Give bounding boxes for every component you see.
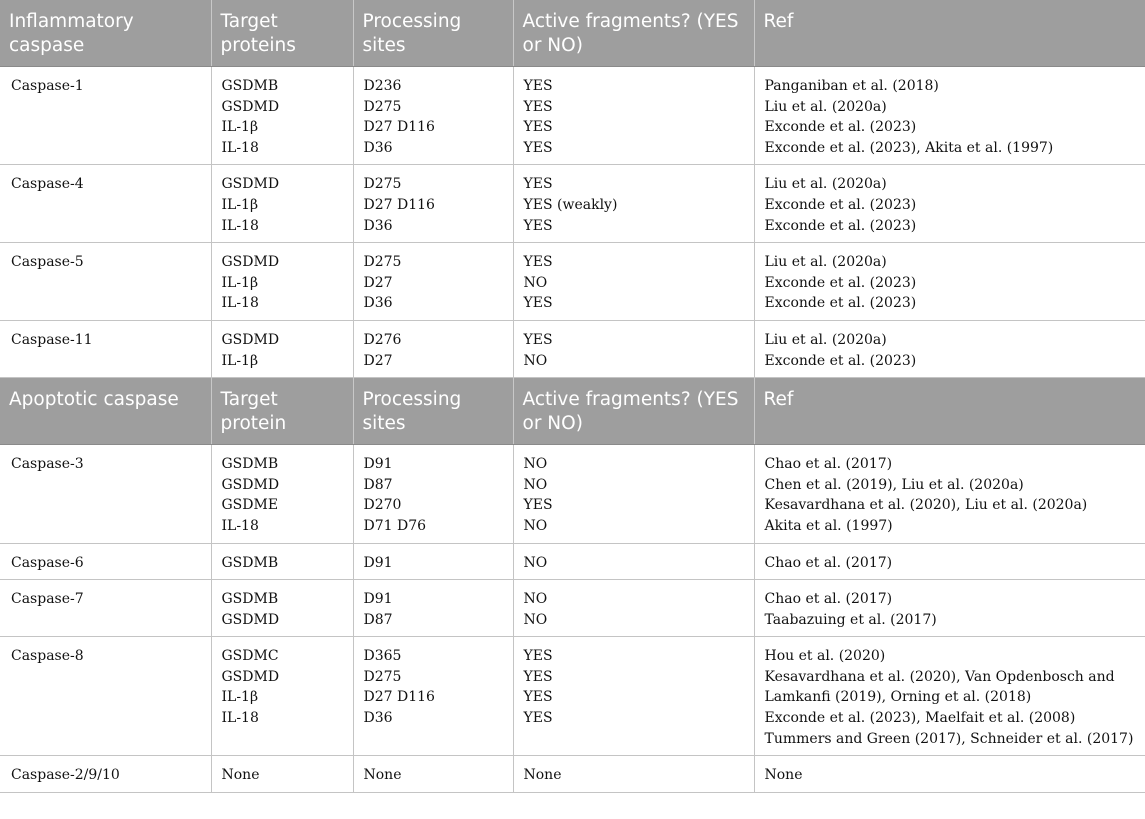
active-line: YES <box>523 668 553 685</box>
sites-line: D91 <box>363 591 393 608</box>
active-cell <box>513 543 754 580</box>
section-header-row <box>0 378 1145 445</box>
sites-cell <box>353 67 513 165</box>
active-header: Active fragments? (YES or NO) <box>513 0 754 67</box>
active-line: YES <box>523 648 553 665</box>
active-line: NO <box>523 352 548 369</box>
ref-cell <box>754 67 1145 165</box>
active-line: NO <box>523 476 548 493</box>
caspase-name: Caspase-11 <box>0 320 211 377</box>
sites-line: D276 <box>363 331 402 348</box>
target-header: Target protein <box>211 378 353 445</box>
targets-cell <box>211 320 353 377</box>
active-line: YES <box>523 119 553 136</box>
ref-line: Taabazuing et al. (2017) <box>764 611 937 628</box>
active-line: NO <box>523 456 548 473</box>
ref-line: Chen et al. (2019), Liu et al. (2020a) <box>764 476 1024 493</box>
targets-line: IL-1β <box>221 352 259 369</box>
ref-line: None <box>764 767 803 784</box>
active-cell <box>513 165 754 243</box>
table-row <box>0 165 1145 243</box>
table-row <box>0 67 1145 165</box>
ref-line: Kesavardhana et al. (2020), Van Opdenbosch and Lamkanfi (2019), Orning et al. (2018) <box>764 668 1115 706</box>
targets-line: GSDMD <box>221 611 280 628</box>
ref-cell <box>754 580 1145 637</box>
targets-cell <box>211 756 353 793</box>
ref-line: Akita et al. (1997) <box>764 517 893 534</box>
active-cell <box>513 756 754 793</box>
caspase-name: Caspase-7 <box>0 580 211 637</box>
target-header: Target proteins <box>211 0 353 67</box>
sites-line: D275 <box>363 98 402 115</box>
sites-line: D27 D116 <box>363 119 435 136</box>
targets-line: IL-1β <box>221 196 259 213</box>
active-line: YES <box>523 176 553 193</box>
table-row <box>0 243 1145 321</box>
table-row <box>0 637 1145 756</box>
ref-cell <box>754 445 1145 543</box>
active-line: YES <box>523 254 553 271</box>
targets-line: GSDMB <box>221 554 279 571</box>
targets-line: IL-18 <box>221 217 259 234</box>
sites-cell <box>353 165 513 243</box>
caspase-name: Caspase-1 <box>0 67 211 165</box>
targets-cell <box>211 543 353 580</box>
ref-line: Exconde et al. (2023) <box>764 119 917 136</box>
ref-line: Hou et al. (2020) <box>764 648 886 665</box>
active-header: Active fragments? (YES or NO) <box>513 378 754 445</box>
sites-line: D27 D116 <box>363 196 435 213</box>
targets-cell <box>211 243 353 321</box>
caspase-header: Apoptotic caspase <box>0 378 211 445</box>
ref-cell <box>754 165 1145 243</box>
active-line: YES <box>523 710 553 727</box>
sites-line: D27 <box>363 274 393 291</box>
sites-line: D87 <box>363 611 393 628</box>
ref-line: Exconde et al. (2023), Akita et al. (1997) <box>764 139 1054 156</box>
active-line: YES <box>523 217 553 234</box>
caspase-name: Caspase-3 <box>0 445 211 543</box>
sites-line: D36 <box>363 710 393 727</box>
targets-line: GSDMD <box>221 476 280 493</box>
sites-line: D27 <box>363 352 393 369</box>
sites-line: D91 <box>363 456 393 473</box>
active-line: YES <box>523 295 553 312</box>
targets-line: GSDMB <box>221 456 279 473</box>
active-line: YES <box>523 689 553 706</box>
ref-line: Liu et al. (2020a) <box>764 98 887 115</box>
ref-header: Ref <box>754 0 1145 67</box>
sites-header: Processing sites <box>353 378 513 445</box>
active-cell <box>513 580 754 637</box>
sites-line: D27 D116 <box>363 689 435 706</box>
targets-line: IL-18 <box>221 295 259 312</box>
sites-cell <box>353 756 513 793</box>
sites-cell <box>353 445 513 543</box>
targets-line: GSDMD <box>221 98 280 115</box>
targets-line: IL-1β <box>221 274 259 291</box>
targets-line: GSDMD <box>221 331 280 348</box>
ref-cell <box>754 756 1145 793</box>
section-header-row <box>0 0 1145 67</box>
targets-line: IL-18 <box>221 517 259 534</box>
ref-line: Tummers and Green (2017), Schneider et al. (2017) <box>764 730 1134 747</box>
active-line: NO <box>523 611 548 628</box>
targets-cell <box>211 637 353 756</box>
sites-line: D71 D76 <box>363 517 427 534</box>
targets-cell <box>211 445 353 543</box>
active-line: NO <box>523 591 548 608</box>
active-cell <box>513 243 754 321</box>
table-row <box>0 543 1145 580</box>
sites-line: D270 <box>363 497 402 514</box>
sites-line: D36 <box>363 139 393 156</box>
ref-cell <box>754 320 1145 377</box>
caspase-name: Caspase-8 <box>0 637 211 756</box>
active-line: YES <box>523 139 553 156</box>
sites-line: None <box>363 767 402 784</box>
active-line: YES (weakly) <box>523 196 618 213</box>
ref-line: Exconde et al. (2023) <box>764 295 917 312</box>
ref-cell <box>754 543 1145 580</box>
targets-line: GSDMB <box>221 591 279 608</box>
ref-line: Liu et al. (2020a) <box>764 331 887 348</box>
targets-line: GSDMD <box>221 668 280 685</box>
ref-line: Chao et al. (2017) <box>764 456 893 473</box>
table-row <box>0 320 1145 377</box>
caspase-header: Inflammatory caspase <box>0 0 211 67</box>
ref-line: Liu et al. (2020a) <box>764 176 887 193</box>
targets-line: IL-1β <box>221 119 259 136</box>
sites-line: D87 <box>363 476 393 493</box>
sites-line: D365 <box>363 648 402 665</box>
targets-line: None <box>221 767 260 784</box>
ref-line: Exconde et al. (2023), Maelfait et al. (2008) <box>764 710 1076 727</box>
ref-header: Ref <box>754 378 1145 445</box>
targets-line: GSDMB <box>221 78 279 94</box>
sites-cell <box>353 637 513 756</box>
ref-cell <box>754 243 1145 321</box>
active-line: NO <box>523 554 548 571</box>
targets-line: IL-1β <box>221 689 259 706</box>
ref-cell <box>754 637 1145 756</box>
active-cell <box>513 445 754 543</box>
targets-line: GSDMD <box>221 254 280 271</box>
ref-line: Exconde et al. (2023) <box>764 196 917 213</box>
ref-line: Kesavardhana et al. (2020), Liu et al. (2020a) <box>764 497 1088 514</box>
table-row <box>0 445 1145 543</box>
active-line: NO <box>523 517 548 534</box>
active-line: YES <box>523 497 553 514</box>
caspase-name: Caspase-6 <box>0 543 211 580</box>
caspase-name: Caspase-4 <box>0 165 211 243</box>
targets-cell <box>211 67 353 165</box>
sites-line: D275 <box>363 176 402 193</box>
sites-cell <box>353 580 513 637</box>
ref-line: Liu et al. (2020a) <box>764 254 887 271</box>
targets-line: IL-18 <box>221 139 259 156</box>
caspase-name: Caspase-2/9/10 <box>0 756 211 793</box>
sites-line: D236 <box>363 78 402 94</box>
caspase-name: Caspase-5 <box>0 243 211 321</box>
ref-line: Exconde et al. (2023) <box>764 352 917 369</box>
targets-line: GSDMD <box>221 176 280 193</box>
targets-cell <box>211 165 353 243</box>
sites-header: Processing sites <box>353 0 513 67</box>
targets-line: GSDMC <box>221 648 279 665</box>
active-line: YES <box>523 331 553 348</box>
sites-cell <box>353 243 513 321</box>
ref-line: Exconde et al. (2023) <box>764 274 917 291</box>
sites-line: D275 <box>363 668 402 685</box>
active-line: YES <box>523 98 553 115</box>
ref-line: Exconde et al. (2023) <box>764 217 917 234</box>
active-cell <box>513 67 754 165</box>
sites-line: D36 <box>363 217 393 234</box>
ref-line: Panganiban et al. (2018) <box>764 78 939 94</box>
sites-cell <box>353 543 513 580</box>
sites-line: D36 <box>363 295 393 312</box>
active-line: None <box>523 767 562 784</box>
ref-line: Chao et al. (2017) <box>764 591 893 608</box>
active-cell <box>513 320 754 377</box>
active-line: YES <box>523 78 553 94</box>
sites-line: D91 <box>363 554 393 571</box>
active-cell <box>513 637 754 756</box>
table-row <box>0 756 1145 793</box>
targets-line: GSDME <box>221 497 279 514</box>
table-row <box>0 580 1145 637</box>
active-line: NO <box>523 274 548 291</box>
ref-line: Chao et al. (2017) <box>764 554 893 571</box>
sites-cell <box>353 320 513 377</box>
targets-line: IL-18 <box>221 710 259 727</box>
targets-cell <box>211 580 353 637</box>
sites-line: D275 <box>363 254 402 271</box>
